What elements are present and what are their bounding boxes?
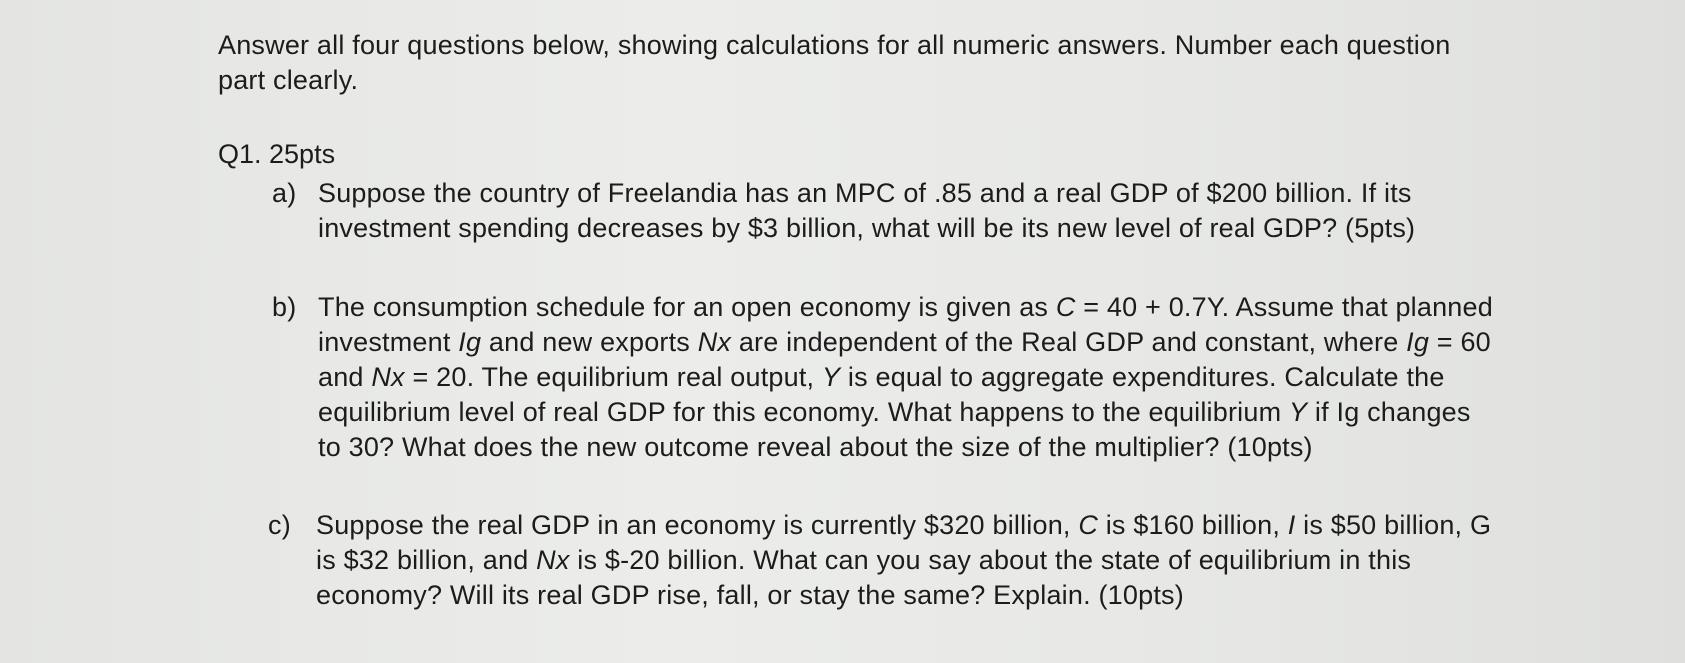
italic-variable: C	[1078, 510, 1099, 540]
text-run: is $-20 billion. What can you say about the state of equilibrium in this	[569, 545, 1412, 575]
text-run: is $160 billion,	[1098, 510, 1288, 540]
italic-variable: Nx	[371, 362, 405, 392]
part-b-letter: b)	[272, 292, 297, 322]
italic-variable: Ig	[458, 327, 482, 357]
part-c-line-2	[316, 543, 1506, 578]
italic-variable: C	[1055, 292, 1076, 322]
part-b-text	[318, 290, 1508, 465]
part-a-line-1: Suppose the country of Freelandia has an MPC of .85 and a real GDP of $200 billion. If its	[318, 178, 1412, 208]
text-run: and	[318, 362, 372, 392]
text-run: = 20. The equilibrium real output,	[404, 362, 822, 392]
text-run: and new exports	[481, 327, 698, 357]
part-c-line-3: economy? Will its real GDP rise, fall, or stay the same? Explain. (10pts)	[316, 580, 1184, 610]
part-b-line-4	[318, 395, 1508, 430]
text-run: is $50 billion, G	[1295, 510, 1492, 540]
part-c-line-1	[316, 508, 1506, 543]
text-run: Suppose the real GDP in an economy is currently $320 billion,	[316, 510, 1079, 540]
part-a-letter: a)	[272, 178, 297, 208]
text-run: = 60	[1429, 327, 1491, 357]
italic-variable: Ig	[1406, 327, 1430, 357]
text-run: The consumption schedule for an open economy is given as	[318, 292, 1056, 322]
text-run: = 40 + 0.7Y. Assume that planned	[1075, 292, 1493, 322]
instructions-line-1: Answer all four questions below, showing calculations for all numeric answers. Number each question	[218, 30, 1451, 60]
text-run: equilibrium level of real GDP for this economy. What happens to the equilibrium	[318, 397, 1289, 427]
text-run: is $32 billion, and	[316, 545, 537, 575]
question-1-heading: Q1. 25pts	[218, 139, 336, 169]
text-run: are independent of the Real GDP and constant, where	[731, 327, 1407, 357]
part-b-line-2	[318, 325, 1508, 360]
part-b-line-1	[318, 290, 1508, 325]
italic-variable: I	[1287, 510, 1296, 540]
text-run: is equal to aggregate expenditures. Calculate the	[840, 362, 1445, 392]
part-a-line-2: investment spending decreases by $3 billion, what will be its new level of real GDP? (5pts)	[318, 213, 1416, 243]
part-b-line-3	[318, 360, 1508, 395]
instructions-paragraph	[218, 28, 1498, 98]
text-run: if Ig changes	[1307, 397, 1471, 427]
instructions-line-2: part clearly.	[218, 65, 359, 95]
italic-variable: Nx	[536, 545, 570, 575]
part-c-text	[316, 508, 1506, 613]
part-c-letter: c)	[268, 510, 291, 540]
italic-variable: Y	[821, 362, 841, 392]
italic-variable: Y	[1288, 397, 1308, 427]
text-run: investment	[318, 327, 459, 357]
part-b-line-5: to 30? What does the new outcome reveal about the size of the multiplier? (10pts)	[318, 432, 1313, 462]
italic-variable: Nx	[697, 327, 732, 357]
part-a-text	[318, 176, 1468, 246]
